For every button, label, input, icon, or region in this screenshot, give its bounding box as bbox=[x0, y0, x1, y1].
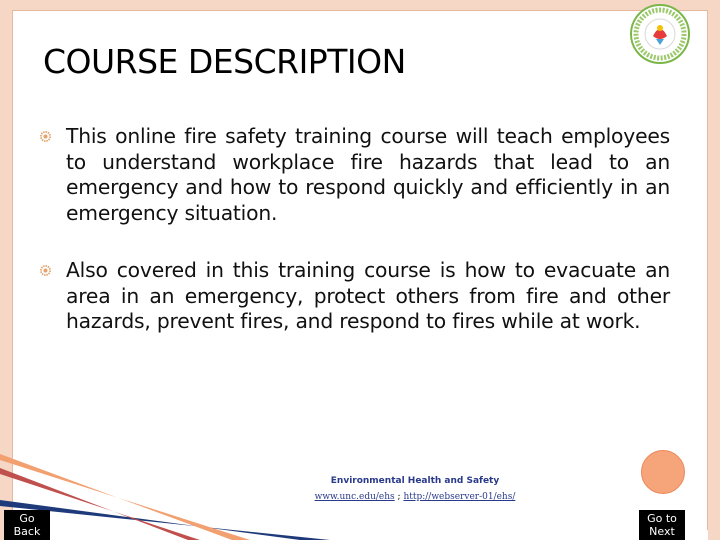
gear-bullet-icon bbox=[40, 265, 51, 276]
bullet-list bbox=[40, 124, 670, 367]
link-separator: ; bbox=[394, 492, 404, 502]
go-back-button[interactable] bbox=[4, 510, 50, 540]
go-next-label: Go to Next bbox=[647, 512, 677, 538]
frame-right-border bbox=[708, 0, 720, 540]
bullet-text: This online fire safety training course will teach employees to understand workplace fire hazards that lead to an emergency and how to respond quickly and efficiently in an emergency situation. bbox=[66, 124, 670, 225]
webserver-link[interactable]: http://webserver-01/ehs/ bbox=[403, 492, 516, 502]
bullet-text: Also covered in this training course is how to evacuate an area in an emergency, protect others from fire and other hazards, prevent fires, and respond to fires while at work. bbox=[66, 258, 670, 333]
ehs-link[interactable]: www.unc.edu/ehs bbox=[314, 492, 395, 502]
footer-links bbox=[240, 492, 590, 502]
list-item bbox=[40, 124, 670, 226]
safety-seal-logo bbox=[629, 3, 691, 65]
frame-top-border bbox=[0, 0, 720, 10]
footer-organization: Environmental Health and Safety bbox=[330, 476, 500, 486]
accent-circle bbox=[641, 450, 685, 494]
list-item bbox=[40, 258, 670, 335]
go-back-label: Go Back bbox=[13, 512, 41, 538]
page-title: COURSE DESCRIPTION bbox=[43, 42, 406, 81]
go-next-button[interactable] bbox=[639, 510, 685, 540]
gear-bullet-icon bbox=[40, 131, 51, 142]
